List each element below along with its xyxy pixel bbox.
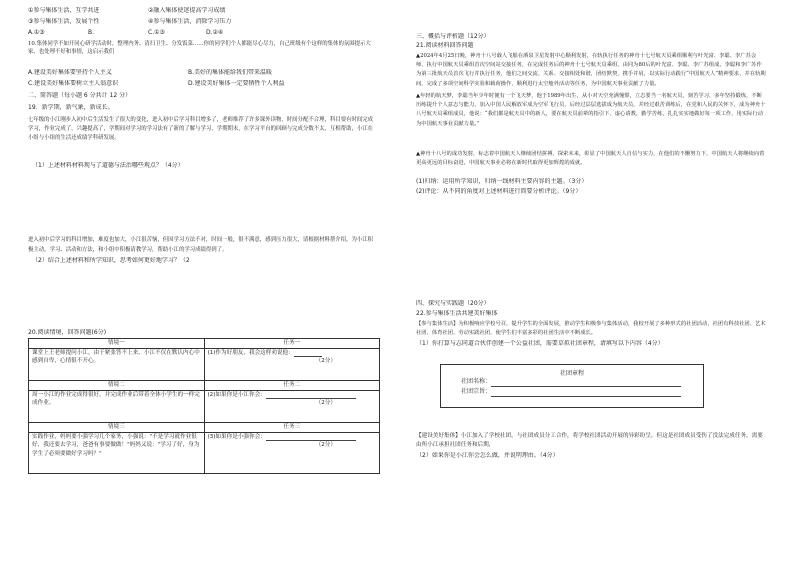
- q22-title: 22.参与集体生活共建美好集体: [416, 310, 498, 317]
- section3-title: 三、概括与评析题（12分）: [416, 33, 490, 40]
- q21-paragraph-3: ▲神舟十八号的成功发射，标志着中国航天人继续团结拼搏，探索未来，彰显了中国航天人自信与实力，在他们的不懈努力下，中国航天人将继续向着更高更远的目标奋进，中国航天事业必将在新时代取得更加辉煌的成就。: [416, 151, 765, 167]
- q10-option-c: C.建设美好集体要树立主人翁意识: [28, 80, 119, 87]
- answer-d: D.②④: [206, 29, 224, 36]
- q19-title: 19．新学期，新气象，新成长。: [28, 104, 114, 111]
- situation-head: 情境一: [29, 339, 205, 349]
- task-question: (3)如果你是小强你会：: [207, 434, 266, 440]
- q10-options-cd: [28, 80, 380, 89]
- q19-material-line1: 七年级的小江刚步入初中后生活发生了很大的变化，进入初中后学习科目增多了，老师推荐了许多课外读物，: [28, 117, 287, 123]
- q21-sub2: (2)评论：从不同的角度对上述材料进行简要分析评论。（9分）: [416, 188, 582, 195]
- table-row: [29, 381, 380, 391]
- q9-answer-choices: [28, 29, 380, 38]
- q21-title: 21.阅读材料回答问题: [416, 42, 474, 49]
- task-answer-cell: [204, 391, 380, 423]
- task-score: （2分）: [315, 442, 336, 449]
- q10-stem: 10.集体同学不如开同心研学活动时，整理内务、清扫卫生、分发饭菜……你的同学们个人都能尽心尽力，自己班级有个这样的集体的氛围提示大家，也处理不好和事情，这启示我们: [28, 41, 371, 56]
- charter-purpose-label: 社团宗旨：: [461, 388, 492, 395]
- answer-blank[interactable]: [266, 434, 356, 441]
- q10-option-a: A.建设美好集体要坚持个人主义: [28, 69, 112, 76]
- option-4: ④参与集体生活，消除学习压力: [148, 18, 232, 25]
- q9-options-row1: [28, 7, 380, 16]
- q19-material-line3: 科目要有时间完成学习，作业完成了，兴趣提高了，学期间对学习的学习法有了新的了解与学习，学期期末，在学习: [28, 117, 374, 133]
- option-3: ③参与集体生活，发展个性: [28, 18, 100, 25]
- answer-b: B.: [88, 29, 95, 36]
- charter-name-field[interactable]: [491, 380, 681, 387]
- charter-name-row: [461, 377, 703, 387]
- q19-continued-line2: 介绍，为小江积极主动，学习、活动和方法，和小组中积极请教学习，帮助小江的学习成绩得到了。: [28, 237, 374, 253]
- q19-material-line4: 平台的回顾与完成分数不太，互相帮助，小江在小组与小组的生活还成绩学科研发展。: [28, 126, 374, 142]
- task-answer-cell: [204, 433, 380, 474]
- table-row: [29, 433, 380, 474]
- answer-c: C.①③: [148, 29, 165, 36]
- section4-title: 四、探究与实践题（20分）: [416, 300, 490, 307]
- charter-title: 社团章程: [559, 370, 584, 377]
- q10-option-d: D.建设美好集体一定要牺牲个人利益: [188, 80, 285, 87]
- q21-paragraph-2: ▲年轻的航天梦，李聪当年少年时便有一个飞天梦，他于1989年出生，从小对天空充满憧憬，立志要当一名航天员，刻苦学习，多年坚持锻炼，不断历练提升个人意志与能力，加入中国人民解放军成为空军飞行员，后经过层层选拔成为航天员，并经过艰苦训练后，在党和人民的关怀下，成为神舟十八号航天员乘组成员，他说：“我们都是航天员中的新人，要在航天员前辈的指引下，虚心请教，勤学苦练，扎扎实实地做好每一项工作，用实际行动为中国航天事业贡献力量。”: [416, 93, 766, 127]
- task-head: 任务一: [204, 339, 380, 349]
- section2-title: 二、简答题（每小题 6 分共计 12 分）: [28, 92, 132, 99]
- table-row: [29, 349, 380, 381]
- task-score: （2分）: [315, 400, 336, 407]
- q22-build-text: 【建设美好集体】小江加入了学校社团，与社团成员分工合作，将学校社团活动开展的异彩纷呈，但这是社团成员受伤了没法完成任务，需要由所小江承担社团任务和后期，: [416, 433, 763, 449]
- task-score: （2分）: [315, 358, 336, 365]
- q21-paragraph-1: ▲2024年4月25日晚，神舟十八号载人飞船在酒泉卫星发射中心顺利发射，在轨执行任务的神舟十七号航天员乘组顺利与叶光富、李聪、李广苏会师，执行中国航天员乘组首次空间站交接任务，在完成任务后的神舟十七号航天员乘组，由同为80后的叶光富、李聪、李广苏组成，李聪和李广苏作为第三批航天员首次飞行并执行任务，他们之间交流、关系、交接相处和谐，团结默契，携手并肩，以实际行动践行“中国航天人”精神要求，并在轨期间，完成了多项空间科学实验和载荷操作，顺利进行太空舱外活动等任务，为中国航天事业贡献了力量。: [416, 53, 766, 87]
- q21-sub1: (1)归纳：运用所学知识，归纳一线材料主要内容的主题。（3分）: [416, 178, 588, 185]
- task-head: 任务二: [204, 381, 380, 391]
- q19-sub1: （1）上述材料材料现与了道德与法治哪些观点？（4分）: [32, 162, 184, 169]
- table-row: [29, 391, 380, 423]
- q9-options-row2: [28, 18, 380, 27]
- situation-text: 周一小江的作业完成得很好，并完成作业后带着全体小学生的一样完成作业。: [29, 391, 205, 423]
- situation-table: [28, 338, 380, 474]
- option-1: ①参与集体生活，互学共进: [28, 7, 100, 14]
- q20-title: 20.阅读情境，回答问题(6分): [28, 329, 107, 336]
- q10-options-ab: [28, 69, 380, 78]
- answer-blank[interactable]: [294, 350, 322, 357]
- situation-head: 情境三: [29, 423, 205, 433]
- situation-text: 实践作业，妈妈要小强学习几个家务，小强说："不是学习就作业很好，我还要去学习，爸爸有事要做做！"妈妈又说："学习了好，身为学生了必须要做好学习吗？": [29, 433, 205, 474]
- q22-intro: 【参与集体生活】为积极响应学校号召，提升学生的全面发展，推动学生积极参与集体活动，我校开展了多种形式的社团活动，社团有科技社团、艺术社团、体育社团、劳动实践社团，使学生们丰富多彩的社团生活中不断成长。: [416, 321, 766, 337]
- answer-a: A.①③: [28, 29, 45, 36]
- task-head: 任务三: [204, 423, 380, 433]
- table-row: [29, 423, 380, 433]
- situation-head: 情境二: [29, 381, 205, 391]
- q22-sub2: （2）如果你是小江你会怎么做，并说明理由。（4分）: [416, 452, 559, 459]
- q19-material-line2: 时间分配不合理，: [286, 117, 330, 123]
- q19-material: [28, 116, 378, 162]
- club-charter-box: [440, 364, 704, 408]
- q10-option-b: B.美好的集体能给我们带来温暖: [188, 69, 273, 76]
- table-row: [29, 339, 380, 349]
- q22-sub1: （1）你打算与志同道合伙伴创建一个公益社团，需要草拟社团章程，请填写以下内容（4分）: [416, 340, 664, 347]
- option-2: ②融入集体使迷提高学习成绩: [148, 7, 226, 14]
- situation-text: 课堂上王老师提问小江，由于紧张答不上来，小江不仅在默认内心中感到自卑，心情很不开心。: [29, 349, 205, 381]
- task-answer-cell: [204, 349, 380, 381]
- task-question: (2)如果你是小江你会：: [207, 392, 266, 398]
- charter-purpose-field[interactable]: [491, 390, 681, 397]
- charter-purpose-row: [461, 387, 703, 397]
- q19-continued: [28, 236, 378, 256]
- charter-name-label: 社团名称：: [461, 378, 492, 385]
- q19-continued-line1: 进入初中后学习的科目增加，难度也加大，小江很苦恼，但因学习方法不对，时间一般，很不满意，感到压力很大，请根据材料帮: [28, 237, 336, 243]
- q19-sub2: （2）结合上述材料和所学知识，思考如何更好地学习？（2: [32, 257, 190, 264]
- task-question: (1)作为好朋友，我会这样劝说他：: [207, 350, 294, 356]
- answer-blank[interactable]: [266, 392, 356, 399]
